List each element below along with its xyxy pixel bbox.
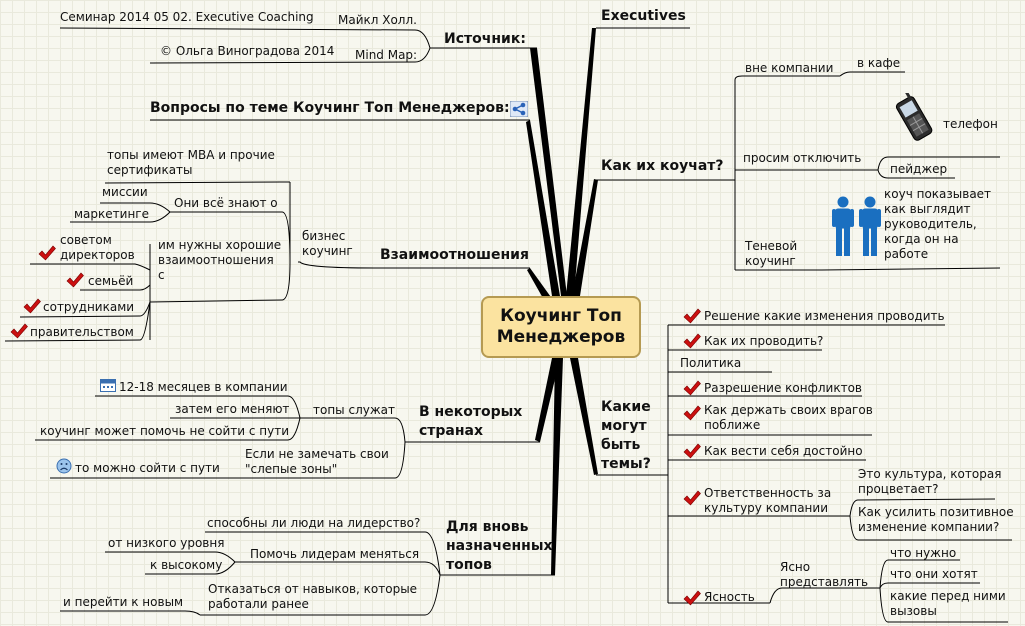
check-icon [683, 308, 701, 324]
ask-off-node: просим отключить [743, 151, 862, 165]
topics-topic[interactable]: Какие могут быть темы? [601, 399, 651, 472]
central-topic[interactable]: Коучинг Топ Менеджеров [481, 296, 641, 358]
coaching-helps-node: коучинг может помочь не сойти с пути [40, 424, 290, 438]
sad-face-icon [56, 458, 72, 474]
to-high-node: к высокому [150, 558, 223, 572]
author-note: Майкл Холл. [338, 13, 417, 27]
enemies-node: Как держать своих врагов поближе [704, 403, 873, 432]
go-astray-node: то можно сойти с пути [75, 461, 220, 475]
check-icon [38, 245, 56, 261]
cafe-node: в кафе [857, 56, 901, 70]
two-people-icon [830, 196, 884, 256]
family-node: семьёй [88, 274, 134, 288]
mobile-phone-icon [893, 93, 937, 143]
decide-node: Решение какие изменения проводить [704, 309, 945, 323]
check-icon [683, 590, 701, 606]
politics-node: Политика [680, 356, 742, 370]
seminar-note: Семинар 2014 05 02. Executive Coaching [60, 10, 314, 24]
check-icon [66, 272, 84, 288]
branch-topics [570, 358, 598, 475]
marketing-node: маркетинге [74, 207, 149, 221]
shadow-node: Теневой коучинг [745, 239, 798, 268]
positive-node: Как усилить позитивное изменение компании? [858, 505, 1014, 534]
check-icon [683, 490, 701, 506]
clear-view-node: Ясно представлять [780, 560, 869, 589]
pager-node: пейджер [890, 162, 948, 176]
check-icon [683, 405, 701, 421]
source-title[interactable]: Источник: [444, 31, 526, 47]
phone-node: телефон [943, 117, 998, 131]
how-conduct-node: Как их проводить? [704, 334, 824, 348]
dignity-node: Как вести себя достойно [704, 444, 863, 458]
conflicts-node: Разрешение конфликтов [704, 381, 862, 395]
months-node: 12-18 месяцев в компании [119, 380, 288, 394]
leadership-node: способны ли люди на лидерство? [207, 516, 421, 530]
from-low-node: от низкого уровня [108, 536, 225, 550]
check-icon [683, 333, 701, 349]
mba-node: топы имеют MBA и прочие сертификаты [107, 148, 275, 177]
outside-node: вне компании [745, 61, 834, 75]
copyright-note: © Ольга Виноградова 2014 [160, 44, 335, 58]
what-needed-node: что нужно [890, 546, 957, 560]
move-new-node: и перейти к новым [63, 595, 184, 609]
tops-serve-node: топы служат [313, 403, 395, 417]
check-icon [23, 298, 41, 314]
check-icon [10, 323, 28, 339]
challenges-node: какие перед ними вызовы [890, 589, 1006, 618]
how-coach-topic[interactable]: Как их коучат? [601, 158, 724, 174]
know-all-node: Они всё знают о [174, 196, 278, 210]
share-icon[interactable] [510, 101, 528, 117]
missions-node: миссии [102, 185, 148, 199]
staff-node: сотрудниками [43, 300, 135, 314]
help-change-node: Помочь лидерам меняться [250, 547, 420, 561]
business-coaching: бизнес коучинг [302, 229, 353, 258]
government-node: правительством [30, 325, 134, 339]
blind-spots-node: Если не замечать свои "слепые зоны" [245, 447, 389, 476]
new-tops-topic[interactable]: Для вновь назначенных топов [446, 519, 553, 573]
check-icon [683, 380, 701, 396]
questions-topic[interactable]: Вопросы по теме Коучинг Топ Менеджеров: [150, 100, 510, 116]
need-relations-node: им нужны хорошие взаимоотношения с [158, 238, 282, 282]
responsibility-node: Ответственность за культуру компании [704, 486, 832, 515]
clarity-node: Ясность [704, 590, 755, 604]
calendar-icon [100, 378, 116, 392]
countries-topic[interactable]: В некоторых странах [419, 404, 523, 439]
check-icon [683, 443, 701, 459]
abandon-node: Отказаться от навыков, которые работали ранее [208, 582, 418, 611]
mindmap-note: Mind Map: [355, 48, 418, 62]
coach-shows-node: коуч показывает как выглядит руководитель, когда он на работе [884, 187, 992, 261]
executives-topic[interactable]: Executives [601, 8, 686, 24]
relations-topic[interactable]: Взаимоотношения [380, 247, 529, 263]
thriving-node: Это культура, которая процветает? [858, 467, 1002, 496]
replaced-node: затем его меняют [175, 402, 290, 416]
board-node: советом директоров [60, 233, 135, 262]
what-want-node: что они хотят [890, 567, 978, 581]
